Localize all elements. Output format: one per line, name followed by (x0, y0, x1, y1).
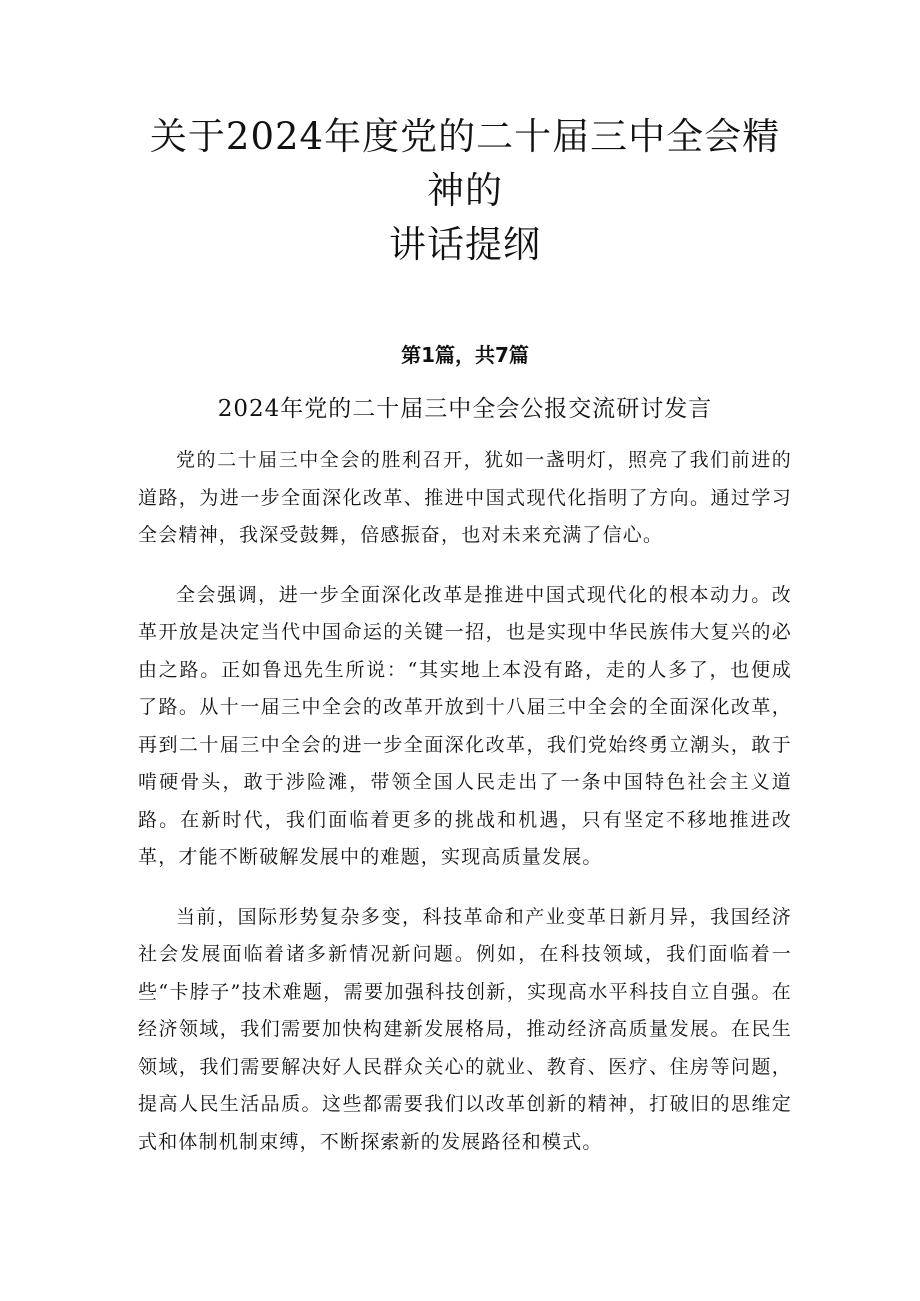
body-paragraph-2: 全会强调，进一步全面深化改革是推进中国式现代化的根本动力。改革开放是决定当代中国命运的关键一招，也是实现中华民族伟大复兴的必由之路。正如鲁迅先生所说：“其实地上本没有路，走的人多了，也便成了路。从十一届三中全会的改革开放到十八届三中全会的全面深化改革，再到二十届三中全会的进一步全面深化改革，我们党始终勇立潮头，敢于啃硬骨头，敢于涉险滩，带领全国人民走出了一条中国特色社会主义道路。在新时代，我们面临着更多的挑战和机遇，只有坚定不移地推进改革，才能不断破解发展中的难题，实现高质量发展。 (138, 583, 792, 868)
section-counter: 第1篇，共7篇 (401, 343, 529, 367)
body-paragraph-1: 党的二十届三中全会的胜利召开，犹如一盏明灯，照亮了我们前进的道路，为进一步全面深化改革、推进中国式现代化指明了方向。通过学习全会精神，我深受鼓舞，倍感振奋，也对未来充满了信心。 (138, 449, 792, 546)
document-title-line-1: 关于2024年度党的二十届三中全会精神的 (149, 115, 781, 212)
body-paragraph-3: 当前，国际形势复杂多变，科技革命和产业变革日新月异，我国经济社会发展面临着诸多新情况新问题。例如，在科技领域，我们面临着一些“卡脖子”技术难题，需要加强科技创新，实现高水平科技自立自强。在经济领域，我们需要加快构建新发展格局，推动经济高质量发展。在民生领域，我们需要解决好人民群众关心的就业、教育、医疗、住房等问题，提高人民生活品质。这些都需要我们以改革创新的精神，打破旧的思维定式和体制机制束缚，不断探索新的发展路径和模式。 (138, 905, 792, 1153)
document-title (138, 110, 792, 272)
section-title: 2024年党的二十届三中全会公报交流研讨发言 (217, 396, 713, 422)
document-title-line-2: 讲话提纲 (389, 223, 541, 266)
